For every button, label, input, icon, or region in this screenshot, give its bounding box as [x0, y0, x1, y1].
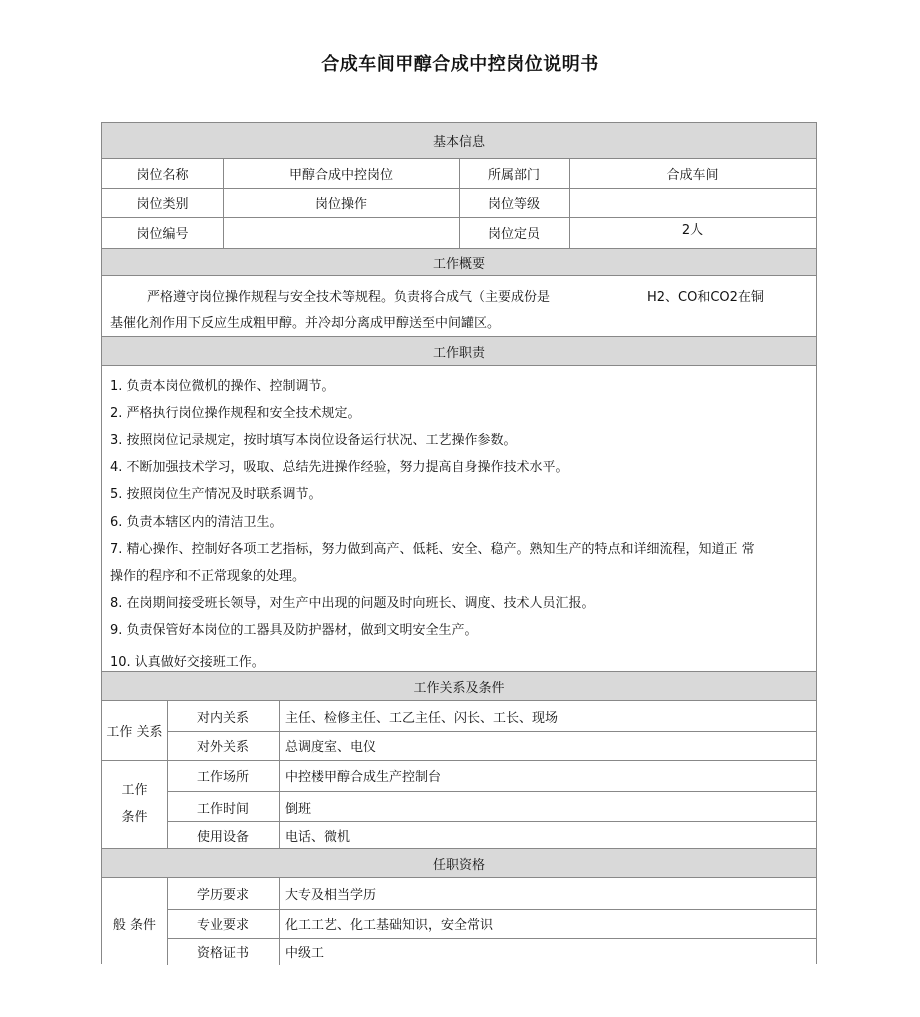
value-education: 大专及相当学历 [285, 888, 377, 903]
duty-item: 10. 认真做好交接班工作。 [110, 655, 265, 670]
value-work-place: 中控楼甲醇合成生产控制台 [285, 770, 442, 785]
section-header-qualifications: 任职资格 [102, 848, 816, 878]
label-certificate: 资格证书 [196, 946, 249, 961]
overview-line-2: 基催化剂作用下反应生成粗甲醇。并冷却分离成甲醇送至中间罐区。 [110, 316, 501, 331]
overview-line-1a: 严格遵守岗位操作规程与安全技术等规程。负责将合成气（主要成份是 [147, 290, 551, 305]
duty-item: 7. 精心操作、控制好各项工艺指标，努力做到高产、低耗、安全、稳产。熟知生产的特点和详细流程，知道正 常 [110, 542, 755, 557]
section-header-duties: 工作职责 [102, 336, 816, 366]
label-education: 学历要求 [196, 888, 249, 903]
label-headcount: 岗位定员 [487, 227, 540, 242]
duty-item: 操作的程序和不正常现象的处理。 [110, 569, 306, 584]
duty-item: 6. 负责本辖区内的清洁卫生。 [110, 515, 283, 530]
value-department: 合成车间 [666, 168, 719, 183]
group-work-conditions-b: 条件 [121, 809, 148, 825]
label-post-category: 岗位类别 [136, 197, 189, 212]
label-internal-relations: 对内关系 [196, 710, 249, 726]
section-header-basic: 基本信息 [102, 123, 816, 159]
value-work-time: 倒班 [285, 802, 312, 817]
label-major: 专业要求 [196, 918, 249, 933]
duty-item: 4. 不断加强技术学习，吸取、总结先进操作经验，努力提高自身操作技术水平。 [110, 460, 569, 475]
value-certificate: 中级工 [285, 946, 325, 961]
duty-item: 8. 在岗期间接受班长领导，对生产中出现的问题及时向班长、调度、技术人员汇报。 [110, 596, 595, 611]
section-header-overview: 工作概要 [102, 248, 816, 276]
group-work-relations: 工作 关系 [106, 725, 163, 740]
value-post-number [223, 217, 459, 248]
job-description-table [101, 122, 817, 964]
label-department: 所属部门 [487, 168, 540, 183]
duty-item: 1. 负责本岗位微机的操作、控制调节。 [110, 379, 335, 394]
label-post-name: 岗位名称 [136, 168, 189, 183]
value-major: 化工工艺、化工基础知识，安全常识 [285, 918, 494, 933]
value-post-level [569, 188, 816, 217]
label-post-level: 岗位等级 [487, 197, 540, 212]
value-equipment: 电话、微机 [285, 830, 351, 845]
overview-line-1b: H2、CO和CO2在铜 [647, 290, 764, 305]
value-post-category: 岗位操作 [314, 197, 367, 212]
label-equipment: 使用设备 [196, 830, 249, 845]
label-post-number: 岗位编号 [136, 227, 189, 242]
duty-item: 3. 按照岗位记录规定，按时填写本岗位设备运行状况、工艺操作参数。 [110, 433, 517, 448]
label-work-time: 工作时间 [196, 802, 249, 817]
group-general-conditions: 般 条件 [112, 918, 157, 933]
duty-item: 2. 严格执行岗位操作规程和安全技术规定。 [110, 406, 361, 421]
value-post-name: 甲醇合成中控岗位 [288, 168, 393, 183]
value-external-relations: 总调度室、电仪 [285, 740, 377, 755]
group-work-conditions-a: 工作 [121, 782, 148, 798]
label-work-place: 工作场所 [196, 770, 249, 785]
page-title: 合成车间甲醇合成中控岗位说明书 [321, 54, 599, 75]
duty-item: 5. 按照岗位生产情况及时联系调节。 [110, 487, 322, 502]
duty-item: 9. 负责保管好本岗位的工器具及防护器材，做到文明安全生产。 [110, 623, 478, 638]
label-external-relations: 对外关系 [196, 740, 249, 755]
section-header-relations: 工作关系及条件 [102, 671, 816, 701]
value-headcount: 2人 [681, 223, 704, 238]
value-internal-relations: 主任、检修主任、工乙主任、闪长、工长、现场 [285, 710, 559, 726]
